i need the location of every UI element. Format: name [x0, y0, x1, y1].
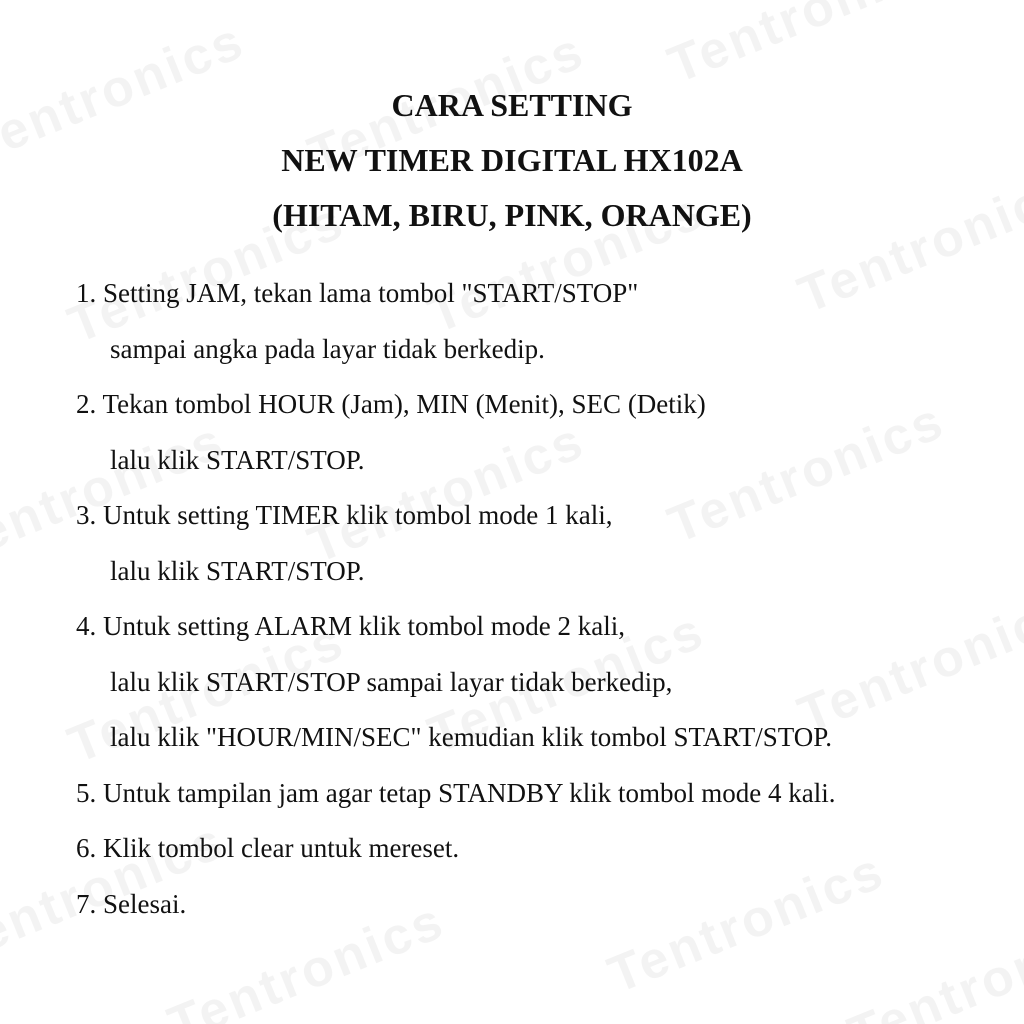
step-7-line: 7. Selesai.	[76, 888, 187, 919]
page-title	[0, 78, 1024, 243]
step-2-line: 2. Tekan tombol HOUR (Jam), MIN (Menit), SEC (Detik)	[76, 389, 706, 419]
step-4-line: 4. Untuk setting ALARM klik tombol mode 2 kali,	[76, 611, 625, 641]
step-5-line: 5. Untuk tampilan jam agar tetap STANDBY klik tombol mode 4 kali.	[76, 777, 836, 808]
step-2-continuation: lalu klik START/STOP.	[110, 444, 365, 475]
title-line: NEW TIMER DIGITAL HX102A	[281, 142, 743, 178]
step-3-line: 3. Untuk setting TIMER klik tombol mode 1 kali,	[76, 500, 613, 530]
step-4-continuation: lalu klik "HOUR/MIN/SEC" kemudian klik tombol START/STOP.	[110, 722, 833, 752]
steps-list	[76, 270, 1016, 936]
step-1-continuation: sampai angka pada layar tidak berkedip.	[110, 333, 545, 364]
step-4-continuation: lalu klik START/STOP sampai layar tidak berkedip,	[110, 666, 673, 697]
step-6-line: 6. Klik tombol clear untuk mereset.	[76, 833, 460, 863]
step-1-line: 1. Setting JAM, tekan lama tombol "START/STOP"	[76, 278, 639, 308]
title-line: CARA SETTING	[391, 87, 633, 123]
title-line: (HITAM, BIRU, PINK, ORANGE)	[272, 197, 752, 233]
step-3-continuation: lalu klik START/STOP.	[110, 555, 365, 586]
